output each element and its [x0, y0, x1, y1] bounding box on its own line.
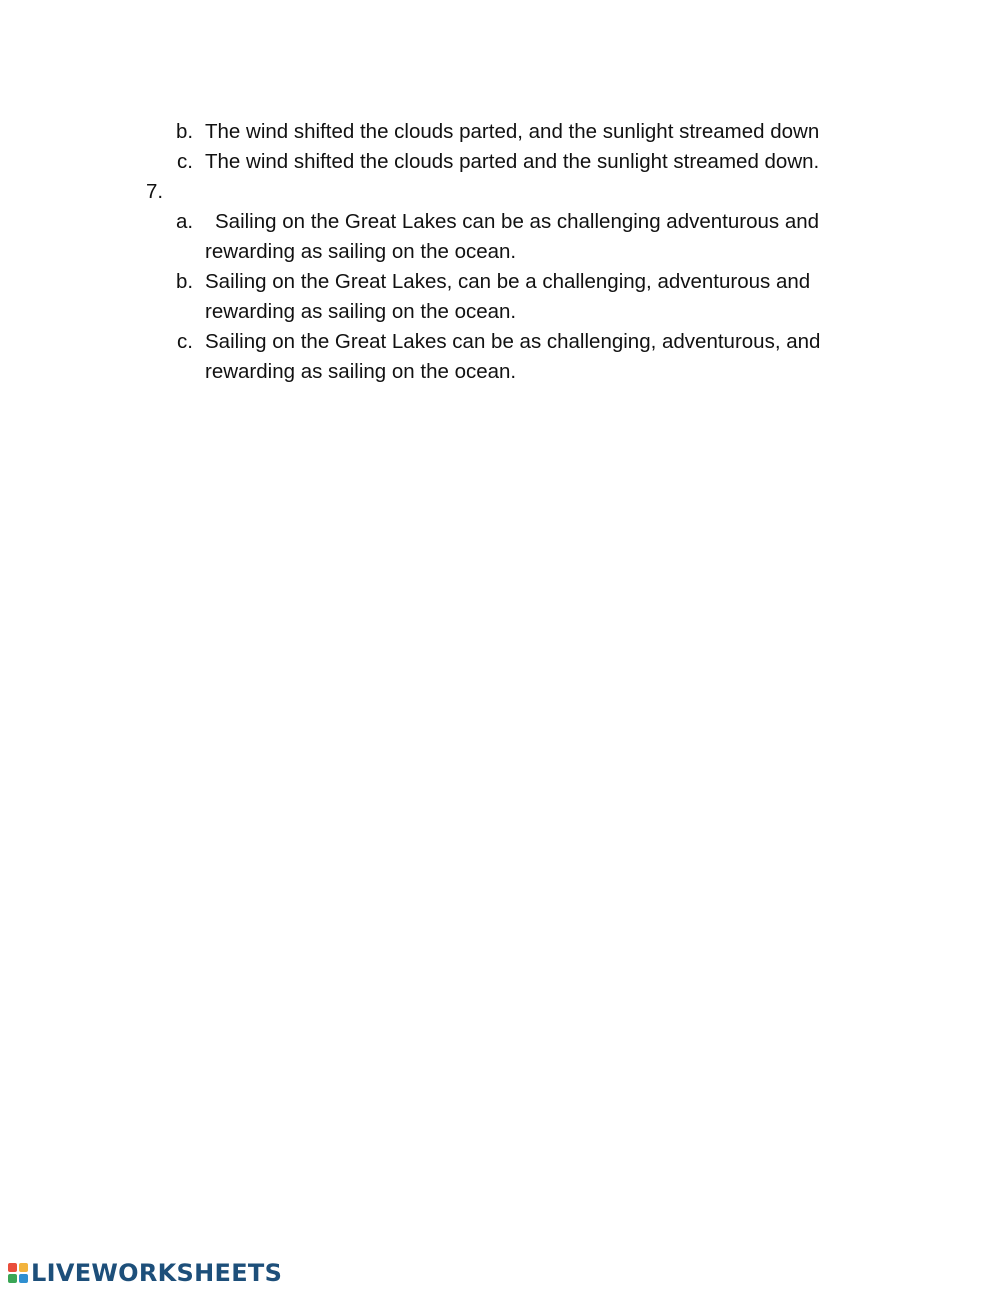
option-text: Sailing on the Great Lakes, can be a challenging, adventurous and — [205, 270, 811, 293]
option-marker: c. — [177, 330, 193, 353]
option-text: Sailing on the Great Lakes can be as challenging adventurous and — [215, 210, 820, 233]
liveworksheets-logo — [8, 1258, 282, 1288]
option-text-continued: rewarding as sailing on the ocean. — [205, 300, 517, 323]
option-marker: c. — [177, 150, 193, 173]
logo-blocks-icon — [8, 1263, 28, 1283]
option-text: Sailing on the Great Lakes can be as challenging, adventurous, and — [205, 330, 821, 353]
logo-text: LIVEWORKSHEETS — [31, 1259, 283, 1287]
option-marker: b. — [176, 270, 194, 293]
option-text-continued: rewarding as sailing on the ocean. — [205, 240, 517, 263]
option-text: The wind shifted the clouds parted and the sunlight streamed down. — [205, 150, 820, 173]
option-marker: a. — [176, 210, 194, 233]
option-text-continued: rewarding as sailing on the ocean. — [205, 360, 517, 383]
question-number: 7. — [146, 180, 164, 203]
option-text: The wind shifted the clouds parted, and the sunlight streamed down — [205, 120, 820, 143]
option-marker: b. — [176, 120, 194, 143]
